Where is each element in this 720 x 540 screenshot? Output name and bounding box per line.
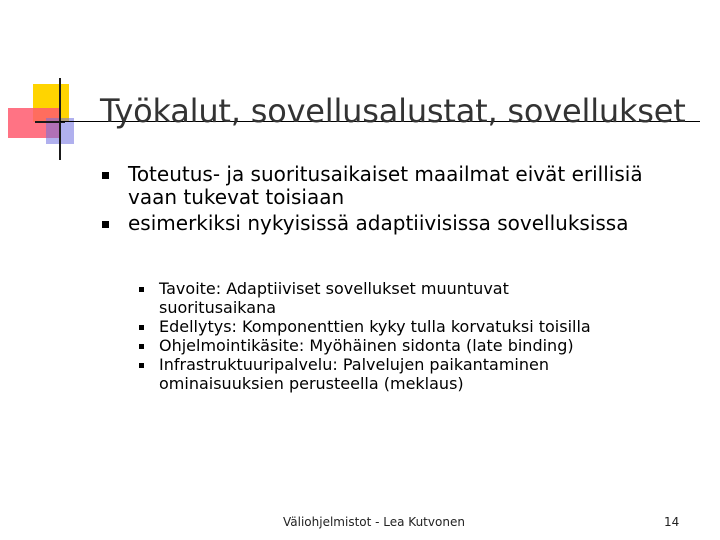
- sub-bullet-text: Ohjelmointikäsite: Myöhäinen sidonta (late binding): [159, 336, 574, 355]
- bullet-marker-icon: [139, 287, 144, 292]
- bullet-list-level1: [100, 163, 660, 238]
- sub-bullet-text: Infrastruktuuripalvelu: Palvelujen paikantaminen ominaisuuksien perusteella (meklaus): [159, 355, 549, 393]
- bullet-marker-icon: [102, 172, 109, 179]
- bullet-item: [100, 212, 660, 235]
- sub-bullet-text: Edellytys: Komponenttien kyky tulla korvatuksi toisilla: [159, 317, 591, 336]
- sub-bullet-text: Tavoite: Adaptiiviset sovellukset muuntuvat suoritusaikana: [159, 279, 509, 317]
- sub-bullet-item: [137, 336, 617, 355]
- footer-text: Väliohjelmistot - Lea Kutvonen: [283, 515, 465, 529]
- sub-bullet-item: [137, 355, 617, 393]
- sub-bullet-item: [137, 279, 617, 317]
- bullet-marker-icon: [102, 221, 109, 228]
- sub-bullet-item: [137, 317, 617, 336]
- bullet-list-level2: [137, 279, 617, 393]
- bullet-marker-icon: [139, 344, 144, 349]
- logo-vertical-line: [59, 78, 61, 160]
- bullet-marker-icon: [139, 363, 144, 368]
- bullet-text: Toteutus- ja suoritusaikaiset maailmat eivät erillisiä vaan tukevat toisiaan: [128, 162, 643, 209]
- bullet-marker-icon: [139, 325, 144, 330]
- bullet-text: esimerkiksi nykyisissä adaptiivisissa sovelluksissa: [128, 211, 629, 235]
- bullet-item: [100, 163, 660, 209]
- slide-title: Työkalut, sovellusalustat, sovellukset: [100, 92, 686, 130]
- decorative-logo: [0, 0, 110, 170]
- page-number: 14: [664, 515, 680, 529]
